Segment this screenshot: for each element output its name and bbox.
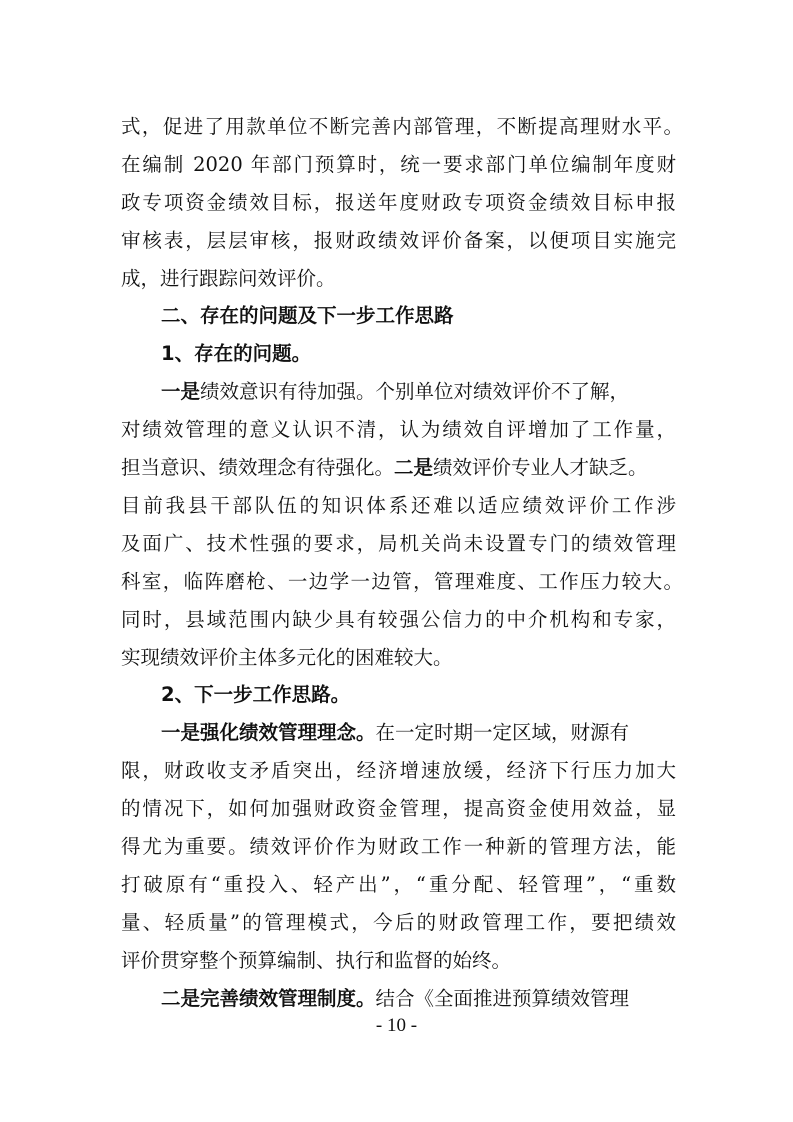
text-line: 打破原有“重投入、轻产出”，“重分配、轻管理”，“重数 <box>121 873 676 896</box>
emphasis-lead: 一是 <box>161 380 201 403</box>
text-line: 政专项资金绩效目标，报送年度财政专项资金绩效目标申报 <box>121 191 676 214</box>
section-heading: 二、存在的问题及下一步工作思路 <box>161 304 454 327</box>
text-line: 科室，临阵磨枪、一边学一边管，管理难度、工作压力较大。 <box>121 570 683 593</box>
paragraph-line <box>121 451 676 485</box>
text-run: 结合《全面推进预算绩效管理 <box>375 987 630 1010</box>
text-line: 得尤为重要。绩效评价作为财政工作一种新的管理方法，能 <box>121 835 676 858</box>
text-run: 绩效评价专业人才缺乏。 <box>433 456 648 479</box>
text-line: 同时，县域范围内缺少具有较强公信力的中介机构和专家， <box>121 608 676 631</box>
text-line: 的情况下，如何加强财政资金管理，提高资金使用效益，显 <box>121 797 676 820</box>
emphasis-lead: 一是强化绩效管理理念。 <box>161 721 376 744</box>
text-line: 限，财政收支矛盾突出，经济增速放缓，经济下行压力加大 <box>121 759 676 782</box>
page-number: - 10 - <box>375 1015 418 1036</box>
text-line: 目前我县干部队伍的知识体系还难以适应绩效评价工作涉 <box>121 494 676 517</box>
text-line: 审核表，层层审核，报财政绩效评价备案，以便项目实施完 <box>121 229 676 252</box>
paragraph-line <box>161 375 676 409</box>
text-line: 及面广、技术性强的要求，局机关尚未设置专门的绩效管理 <box>121 532 676 555</box>
text-line: 对绩效管理的意义认识不清，认为绩效自评增加了工作量， <box>121 418 676 441</box>
text-line: 成，进行跟踪问效评价。 <box>121 267 336 290</box>
paragraph-line <box>161 982 676 1016</box>
text-run: 在一定时期一定区域，财源有 <box>375 721 630 744</box>
text-line: 评价贯穿整个预算编制、执行和监督的始终。 <box>121 949 512 972</box>
text-line: 实现绩效评价主体多元化的困难较大。 <box>121 646 453 669</box>
subsection-heading: 1、存在的问题。 <box>161 342 312 365</box>
subsection-heading: 2、下一步工作思路。 <box>161 683 351 706</box>
emphasis-lead: 二是完善绩效管理制度。 <box>161 987 376 1010</box>
text-run: 担当意识、绩效理念有待强化。 <box>121 456 395 479</box>
paragraph-line <box>161 716 676 750</box>
emphasis-lead: 二是 <box>394 456 434 479</box>
text-line: 式，促进了用款单位不断完善内部管理，不断提高理财水平。 <box>121 115 683 138</box>
text-line: 量、轻质量”的管理模式，今后的财政管理工作，要把绩效 <box>121 911 676 934</box>
text-run: 绩效意识有待加强。个别单位对绩效评价不了解， <box>200 380 630 403</box>
text-line: 在编制 2020 年部门预算时，统一要求部门单位编制年度财 <box>121 153 676 176</box>
